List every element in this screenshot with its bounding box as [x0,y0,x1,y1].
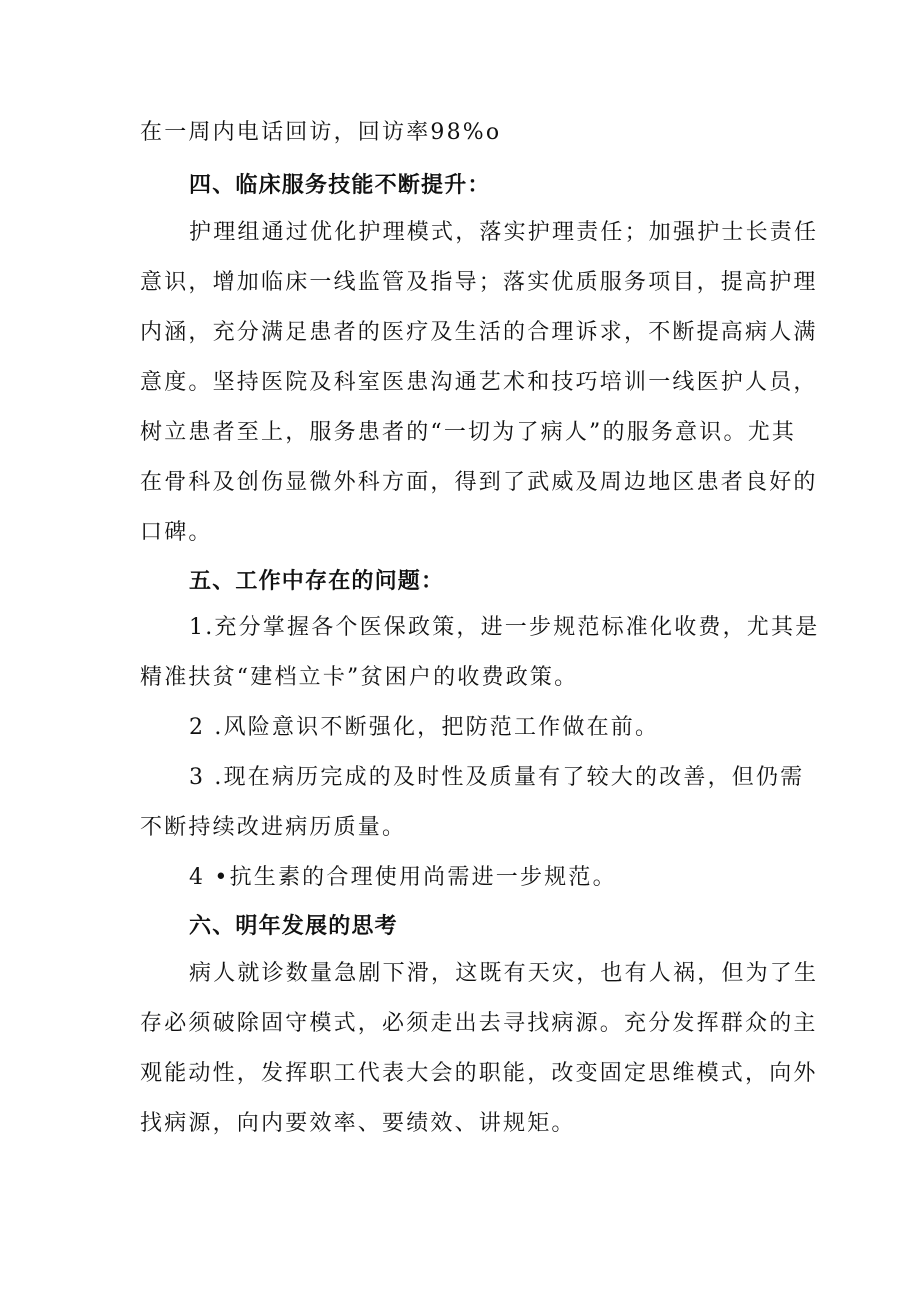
list-item-3: 3 .现在病历完成的及时性及质量有了较大的改善，但仍需 [189,765,805,790]
list-item-1: 1.充分掌握各个医保政策，进一步规范标准化收费，尤其是 [189,615,820,640]
list-item-2: 2 .风险意识不断强化，把防范工作做在前。 [189,715,660,740]
paragraph-line: 树立患者至上，服务患者的“一切为了病人”的服务意识。尤其 [140,420,797,445]
paragraph-line: 精准扶贫“建档立卡”贫困户的收费政策。 [140,665,579,690]
section-heading-5: 五、工作中存在的问题： [189,568,445,594]
paragraph-line: 找病源，向内要效率、要绩效、讲规矩。 [140,1111,576,1136]
paragraph-line: 病人就诊数量急剧下滑，这既有天灾，也有人祸，但为了生 [189,961,819,986]
section-heading-4: 四、临床服务技能不断提升： [189,172,491,198]
paragraph-line: 存必须破除固守模式，必须走出去寻找病源。充分发挥群众的主 [140,1011,818,1036]
paragraph-line: 意度。坚持医院及科室医患沟通艺术和技巧培训一线医护人员， [140,370,818,395]
paragraph-line: 在一周内电话回访，回访率98%o [140,120,502,145]
paragraph-line: 口碑。 [140,520,213,545]
paragraph-line: 观能动性，发挥职工代表大会的职能，改变固定思维模式，向外 [140,1061,818,1086]
list-item-4: 4 •抗生素的合理使用尚需进一步规范。 [189,865,617,890]
section-heading-6: 六、明年发展的思考 [189,913,398,939]
paragraph-line: 意识，增加临床一线监管及指导；落实优质服务项目，提高护理 [140,270,818,295]
paragraph-line: 内涵，充分满足患者的医疗及生活的合理诉求，不断提高病人满 [140,320,818,345]
paragraph-line: 不断持续改进病历质量。 [140,815,407,840]
paragraph-line: 在骨科及创伤显微外科方面，得到了武威及周边地区患者良好的 [140,470,818,495]
paragraph-line: 护理组通过优化护理模式，落实护理责任；加强护士长责任 [189,220,819,245]
